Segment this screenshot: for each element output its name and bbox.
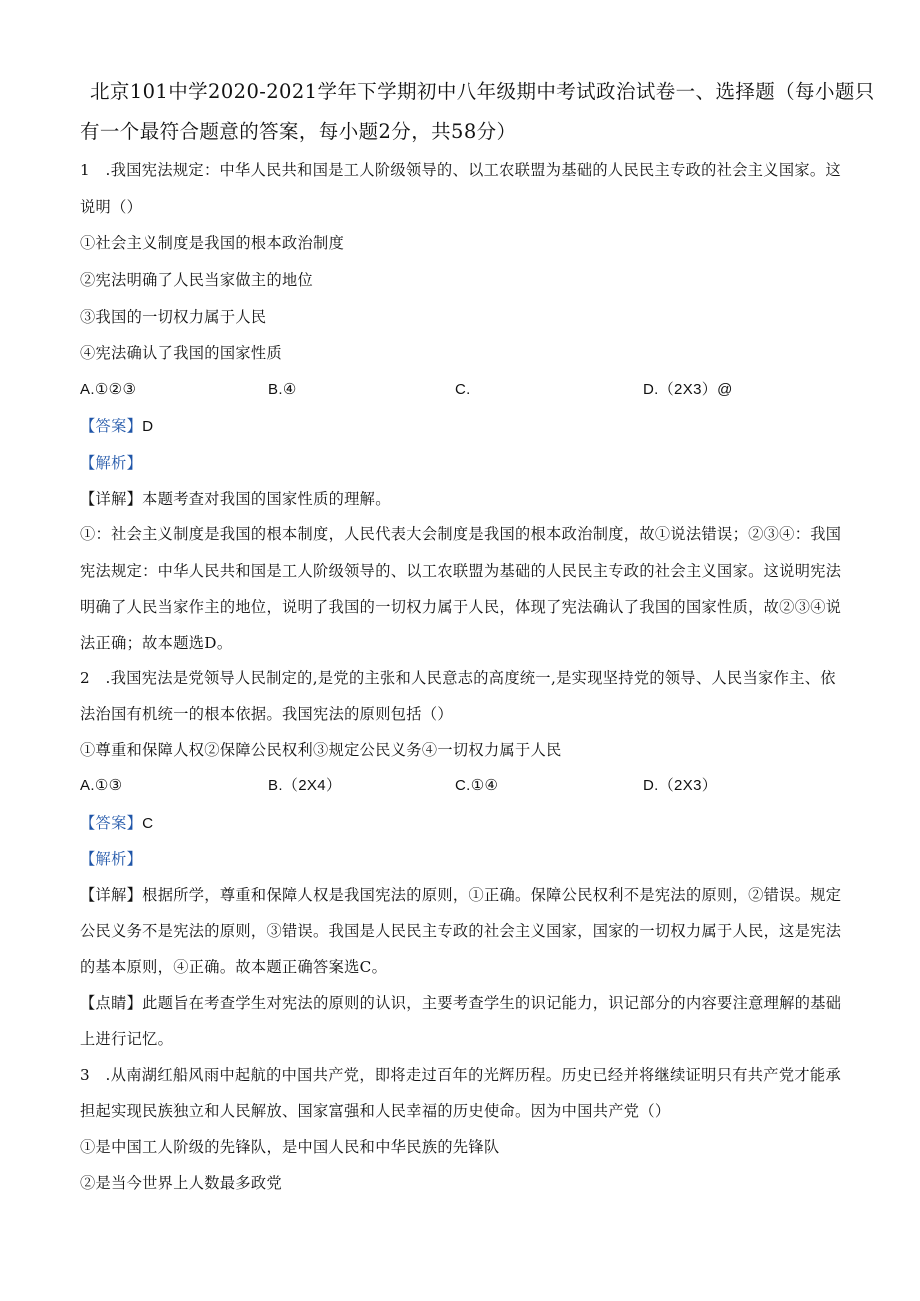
q1-item-3: ③我国的一切权力属于人民	[80, 308, 267, 326]
q1-option-c: C.	[455, 381, 471, 398]
q2-option-b: B.（2X4）	[268, 777, 342, 794]
q1-item-4: ④宪法确认了我国的国家性质	[80, 344, 282, 362]
q1-answer-tag: 【答案】	[80, 417, 143, 435]
q1-detail-line-4: 法正确；故本题选D。	[80, 634, 233, 652]
q1-detail-line-1: ①：社会主义制度是我国的根本制度，人民代表大会制度是我国的根本政治制度，故①说法错误；②③④：我国	[80, 525, 842, 543]
q2-detail-line-1	[80, 884, 850, 906]
q1-analysis-tag: 【解析】	[80, 454, 143, 472]
q1-answer-value: D	[142, 418, 154, 435]
q1-stem-line-1: 1 .我国宪法规定：中华人民共和国是工人阶级领导的、以工农联盟为基础的人民民主专政的社会主义国家。这	[80, 161, 841, 179]
q3-item-1: ①是中国工人阶级的先锋队，是中国人民和中华民族的先锋队	[80, 1138, 500, 1156]
q1-detail-line-3: 明确了人民当家作主的地位，说明了我国的一切权力属于人民，体现了宪法确认了我国的国家性质，故②③④说	[80, 598, 842, 616]
q1-detail-line-2: 宪法规定：中华人民共和国是工人阶级领导的、以工农联盟为基础的人民民主专政的社会主义国家。这说明宪法	[80, 562, 842, 580]
q1-option-d: D.（2X3）@	[643, 381, 733, 398]
q2-option-c: C.①④	[455, 777, 499, 794]
q2-option-a: A.①③	[80, 777, 123, 794]
q2-detail-line-3: 的基本原则，④正确。故本题正确答案选C。	[80, 958, 388, 976]
q2-stem-line-1: 2 .我国宪法是党领导人民制定的,是党的主张和人民意志的高度统一,是实现坚持党的领导、人民当家作主、依	[80, 669, 836, 687]
q2-comment-tag: 【点睛】	[80, 994, 143, 1012]
q1-option-b: B.④	[268, 381, 297, 398]
q1-answer	[80, 415, 850, 438]
q2-answer-value: C	[142, 815, 154, 832]
q2-option-d: D.（2X3）	[643, 777, 718, 794]
q2-answer	[80, 812, 850, 835]
q2-comment-line-2: 上进行记忆。	[80, 1030, 174, 1048]
q1-detail-tag: 【详解】	[80, 490, 143, 508]
exam-title-line-1: 北京101中学2020-2021学年下学期初中八年级期中考试政治试卷一、选择题（每小题只	[90, 80, 875, 103]
q2-items: ①尊重和保障人权②保障公民权利③规定公民义务④一切权力属于人民	[80, 741, 562, 759]
q3-item-2: ②是当今世界上人数最多政党	[80, 1174, 282, 1192]
q1-item-2: ②宪法明确了人民当家做主的地位	[80, 271, 314, 289]
q3-stem-line-1: 3 .从南湖红船风雨中起航的中国共产党，即将走过百年的光辉历程。历史已经并将继续证明只有共产党才能承	[80, 1066, 841, 1084]
q2-stem-line-2: 法治国有机统一的根本依据。我国宪法的原则包括（）	[80, 705, 453, 723]
q2-detail-tag: 【详解】	[80, 886, 143, 904]
q2-detail-text-1: 根据所学，尊重和保障人权是我国宪法的原则，①正确。保障公民权利不是宪法的原则，②错误。规定	[142, 886, 842, 904]
q2-answer-tag: 【答案】	[80, 814, 143, 832]
q2-comment-text-1: 此题旨在考查学生对宪法的原则的认识，主要考查学生的识记能力，识记部分的内容要注意理解的基础	[142, 994, 842, 1012]
q1-item-1: ①社会主义制度是我国的根本政治制度	[80, 234, 345, 252]
q2-comment-line-1	[80, 992, 850, 1014]
exam-title-line-2: 有一个最符合题意的答案，每小题2分，共58分）	[80, 120, 517, 143]
q1-detail-head	[80, 488, 850, 510]
q1-option-a: A.①②③	[80, 381, 137, 398]
q1-stem-line-2: 说明（）	[80, 198, 143, 216]
q2-analysis-tag: 【解析】	[80, 850, 143, 868]
q2-detail-line-2: 公民义务不是宪法的原则，③错误。我国是人民民主专政的社会主义国家，国家的一切权力属于人民，这是宪法	[80, 922, 842, 940]
q1-detail-first: 本题考查对我国的国家性质的理解。	[142, 490, 391, 508]
q3-stem-line-2: 担起实现民族独立和人民解放、国家富强和人民幸福的历史使命。因为中国共产党（）	[80, 1102, 671, 1120]
